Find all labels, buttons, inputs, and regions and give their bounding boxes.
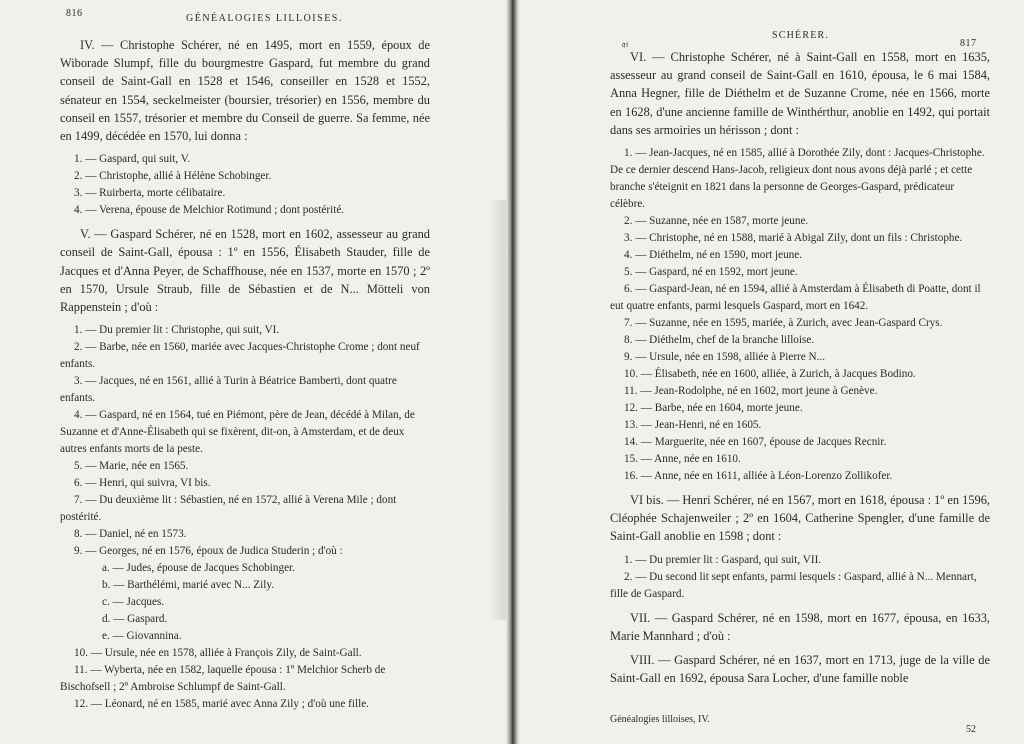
list-item: 10. — Ursule, née en 1578, alliée à François Zily, de Saint-Gall. bbox=[74, 647, 362, 660]
paragraph: VI bis. — Henri Schérer, né en 1567, mort en 1618, épousa : 1º en 1596, Cléophée Schajenweiler ; 2º en 1604, Catherine Spengler, d'une famille de Saint-Gall anoblie en 1598 ; dont : bbox=[610, 493, 990, 544]
list-item: 1. — Gaspard, qui suit, V. bbox=[74, 153, 191, 166]
paragraph: V. — Gaspard Schérer, né en 1528, mort en 1602, assesseur au grand conseil de Saint-Gall, épousa : 1º en 1556, Élisabeth Stauder, fille de Jacques et d'Anna Peyer, de Schaffhouse, née en 1537, morte en 1570 ; 2º en 1570, Ursule Straub, fille de Sébastien et de N... Mötteli von Rappenstein ; d'où : bbox=[60, 227, 430, 315]
list-item: 1. — Du premier lit : Gaspard, qui suit, VII. bbox=[624, 553, 822, 566]
list-item: 4. — Diéthelm, né en 1590, mort jeune. bbox=[624, 249, 803, 262]
right-page-number: 817 bbox=[960, 38, 977, 49]
left-page bbox=[0, 0, 508, 744]
right-body-text bbox=[610, 48, 990, 693]
sub-item: b. — Barthélémi, marié avec N... Zily. bbox=[102, 579, 275, 592]
list-item: 7. — Suzanne, née en 1595, mariée, à Zurich, avec Jean-Gaspard Crys. bbox=[624, 317, 943, 330]
list-item: 5. — Marie, née en 1565. bbox=[74, 460, 189, 473]
list-item: 8. — Diéthelm, chef de la branche lilloise. bbox=[624, 334, 815, 347]
right-page bbox=[518, 0, 1024, 744]
list-item: 11. — Jean-Rodolphe, né en 1602, mort jeune à Genève. bbox=[624, 385, 878, 398]
list-item: 6. — Gaspard-Jean, né en 1594, allié à Amsterdam à Élisabeth di Poatte, dont il eut quatre enfants, parmi lesquels Gaspard, mort en 1642. bbox=[610, 283, 981, 313]
signature-number: 52 bbox=[966, 724, 976, 735]
list-item: 4. — Gaspard, né en 1564, tué en Piémont, père de Jean, décédé à Milan, de Suzanne et d'Anne-Élisabeth qui se fixèrent, dit-on, à Amsterdam, et de deux autres enfants morts de la peste. bbox=[60, 409, 415, 456]
paragraph: VII. — Gaspard Schérer, né en 1598, mort en 1677, épousa, en 1633, Marie Mannhard ; d'où : bbox=[610, 610, 990, 643]
right-running-title: SCHÉRER. bbox=[772, 30, 830, 41]
left-running-title: GÉNÉALOGIES LILLOISES. bbox=[186, 13, 343, 24]
list-item: 12. — Barbe, née en 1604, morte jeune. bbox=[624, 402, 803, 415]
list-item: 3. — Jacques, né en 1561, allié à Turin à Béatrice Bamberti, dont quatre enfants. bbox=[60, 375, 397, 405]
signature-mark: Généalogies lilloises, IV. bbox=[610, 714, 710, 725]
sub-item: a. — Judes, épouse de Jacques Schobinger. bbox=[102, 562, 295, 575]
corner-mark: 𝔮𝔦 bbox=[622, 40, 629, 49]
list-item: 4. — Verena, épouse de Melchior Rotimund ; dont postérité. bbox=[74, 204, 345, 217]
sub-item: c. — Jacques. bbox=[102, 596, 165, 609]
list-item: 6. — Henri, qui suivra, VI bis. bbox=[74, 477, 211, 490]
list-item: 2. — Suzanne, née en 1587, morte jeune. bbox=[624, 215, 809, 228]
list-item: 1. — Du premier lit : Christophe, qui suit, VI. bbox=[74, 324, 280, 337]
list-item: 10. — Élisabeth, née en 1600, alliée, à Zurich, à Jacques Bodino. bbox=[624, 368, 916, 381]
list-item: 11. — Wyberta, née en 1582, laquelle épousa : 1º Melchior Scherb de Bischofsell ; 2º Ambroise Schlumpf de Saint-Gall. bbox=[60, 664, 386, 694]
list-item: 16. — Anne, née en 1611, alliée à Léon-Lorenzo Zollikofer. bbox=[624, 470, 893, 483]
paragraph: VI. — Christophe Schérer, né à Saint-Gall en 1558, mort en 1635, assesseur au grand conseil de Saint-Gall en 1610, épousa, le 6 mai 1584, Anna Hegner, fille de Diéthelm et de Suzanne Crome, née en 1566, morte en 1628, d'une ancienne famille de Winthérthur, anoblie en 1492, qui portait dans ses armoiries un hérisson ; dont : bbox=[610, 50, 990, 137]
list-item: 3. — Ruirberta, morte célibataire. bbox=[74, 187, 226, 200]
left-body-text bbox=[60, 36, 430, 713]
list-item: 8. — Daniel, né en 1573. bbox=[74, 528, 187, 541]
sub-item: d. — Gaspard. bbox=[102, 613, 168, 626]
list-item: 14. — Marguerite, née en 1607, épouse de Jacques Recnir. bbox=[624, 436, 887, 449]
sub-item: e. — Giovannina. bbox=[102, 630, 182, 643]
list-item: 9. — Ursule, née en 1598, alliée à Pierre N... bbox=[624, 351, 825, 364]
paragraph: VIII. — Gaspard Schérer, né en 1637, mort en 1713, juge de la ville de Saint-Gall en 1692, épousa Sara Locher, d'une famille noble bbox=[610, 653, 990, 686]
list-item: 13. — Jean-Henri, né en 1605. bbox=[624, 419, 762, 432]
list-item: 12. — Léonard, né en 1585, marié avec Anna Zily ; d'où une fille. bbox=[74, 698, 369, 711]
list-item: 9. — Georges, né en 1576, époux de Judica Studerin ; d'où : bbox=[74, 545, 343, 558]
list-item: 2. — Du second lit sept enfants, parmi lesquels : Gaspard, allié à N... Mennart, fille de Gaspard. bbox=[610, 570, 977, 600]
list-item: 2. — Christophe, allié à Hélène Schobinger. bbox=[74, 170, 272, 183]
list-item: 1. — Jean-Jacques, né en 1585, allié à Dorothée Zily, dont : Jacques-Christophe. De ce dernier descend Hans-Jacob, religieux dont nous avons déjà parlé ; et cette branche s'éteignit en 1821 dans la personne de Georges-Gaspard, prédicateur célèbre. bbox=[610, 147, 985, 211]
paragraph: IV. — Christophe Schérer, né en 1495, mort en 1559, époux de Wiborade Slumpf, fille du bourgmestre Gaspard, fut membre du grand conseil de Saint-Gall en 1528 et 1546, conseiller en 1528 et 1552, sénateur en 1554, seckelmeister (boursier, trésorier) en 1556, membre du conseil en 1557, trésorier et membre du Conseil de guerre. Sa femme, née en 1499, décédée en 1570, lui donna : bbox=[60, 38, 430, 144]
list-item: 3. — Christophe, né en 1588, marié à Abigal Zily, dont un fils : Christophe. bbox=[624, 232, 963, 245]
list-item: 5. — Gaspard, né en 1592, mort jeune. bbox=[624, 266, 798, 279]
list-item: 15. — Anne, née en 1610. bbox=[624, 453, 741, 466]
left-page-number: 816 bbox=[66, 8, 83, 19]
list-item: 2. — Barbe, née en 1560, mariée avec Jacques-Christophe Crome ; dont neuf enfants. bbox=[60, 341, 420, 371]
list-item: 7. — Du deuxième lit : Sébastien, né en 1572, allié à Verena Mile ; dont postérité. bbox=[60, 494, 397, 524]
